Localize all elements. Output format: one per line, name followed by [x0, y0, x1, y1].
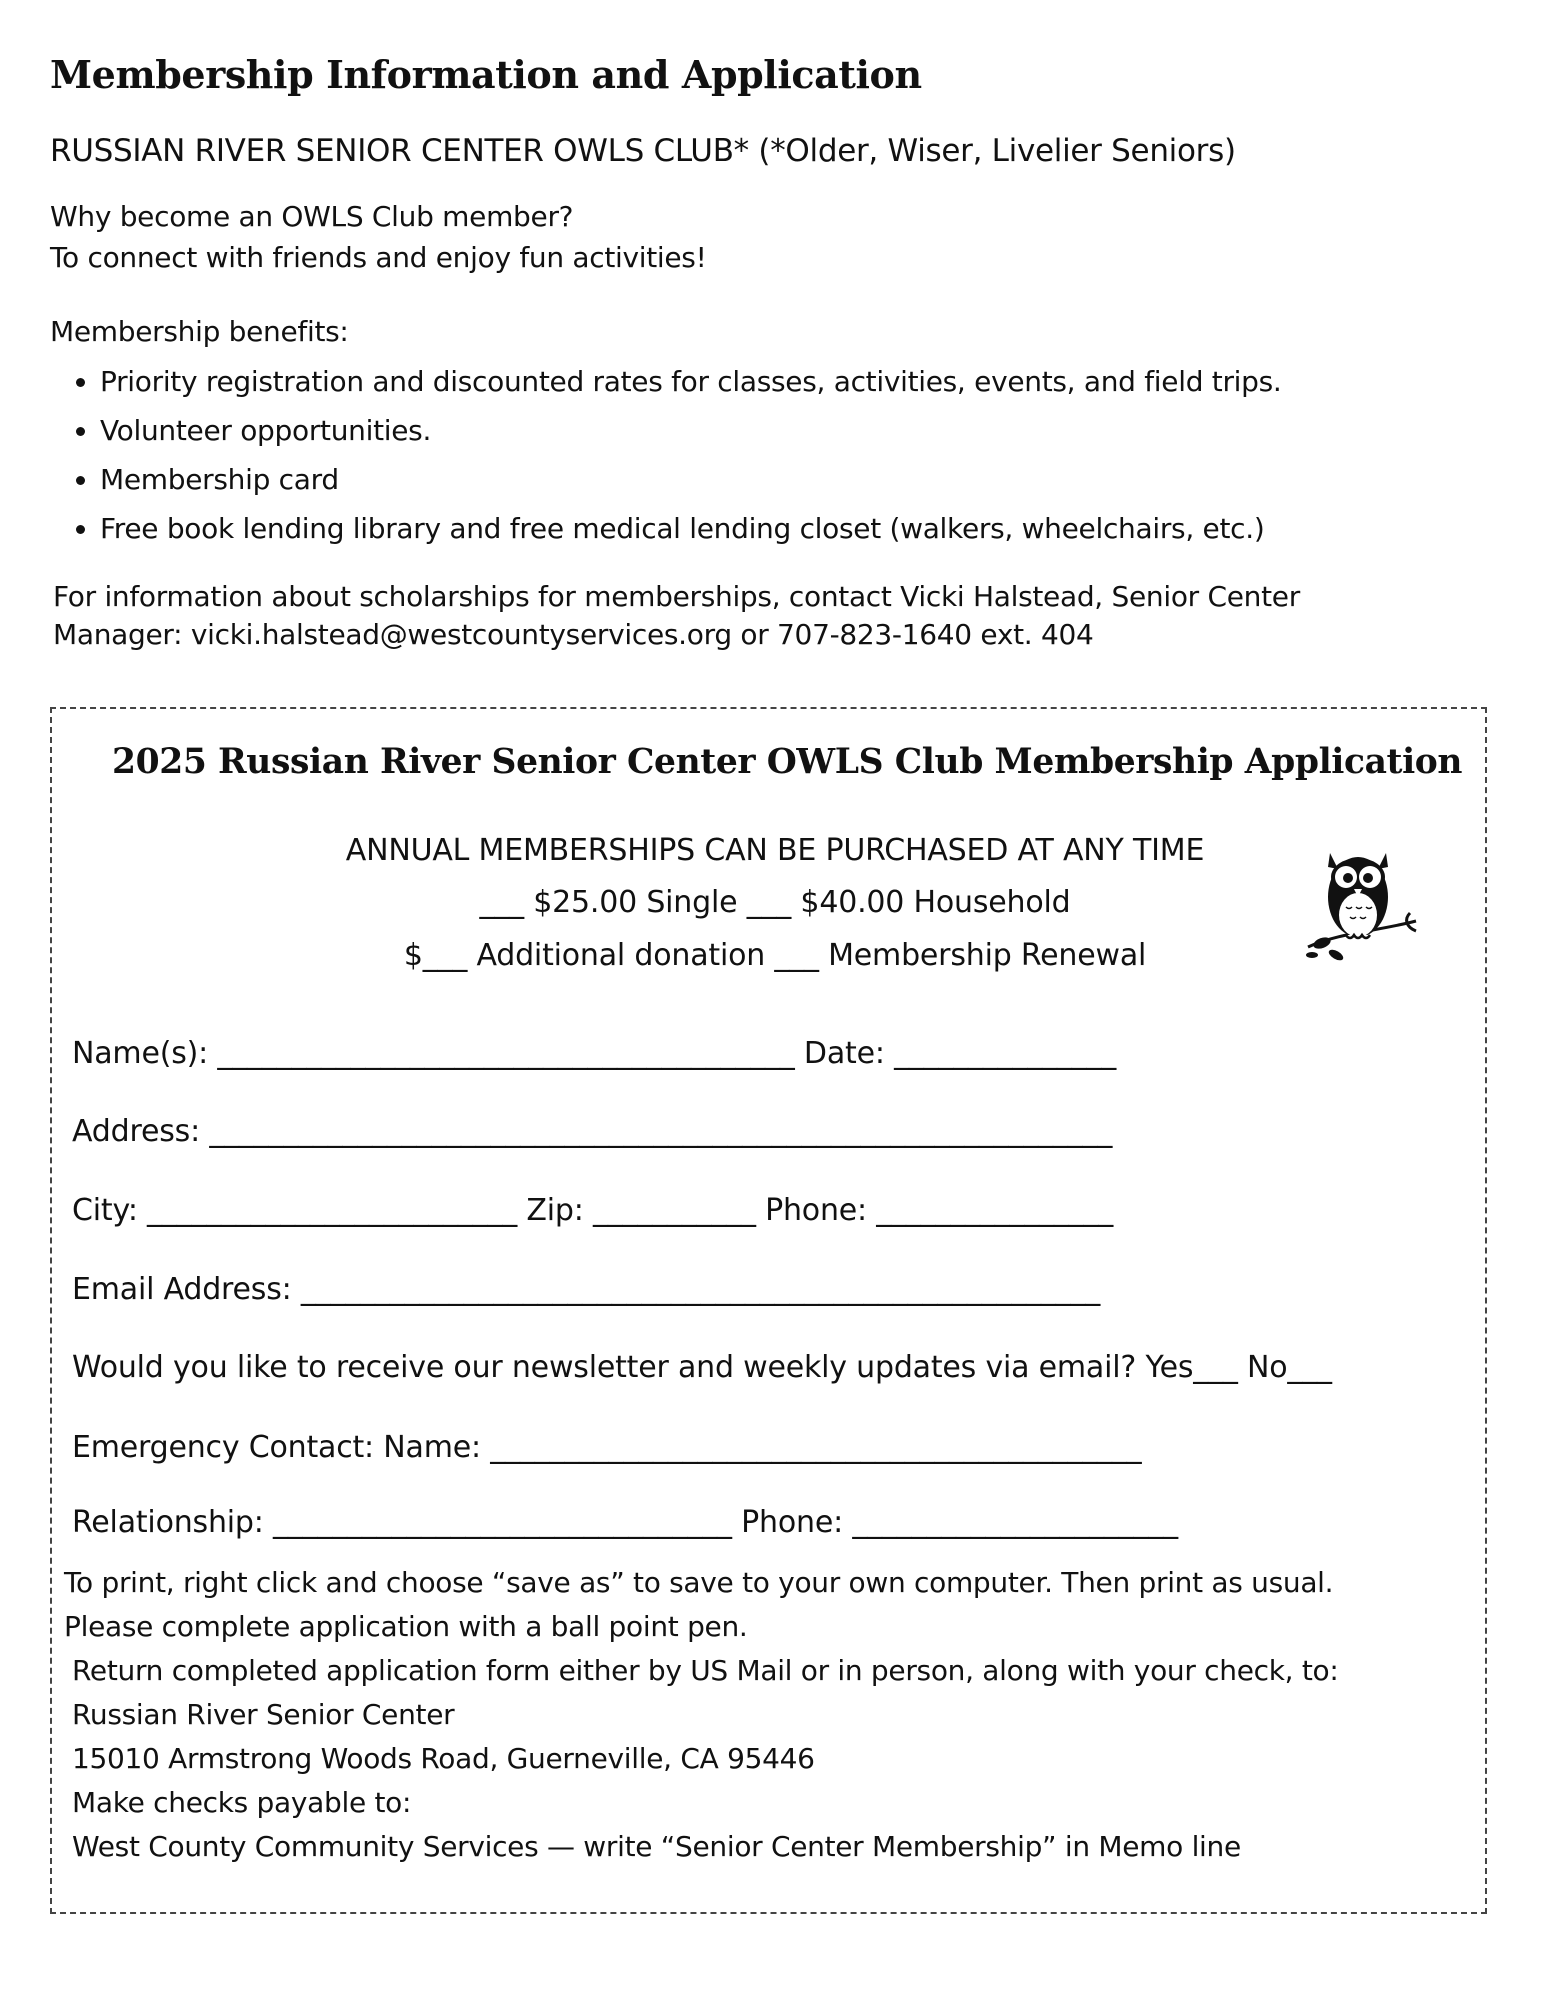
owl-on-branch-icon: [1298, 835, 1426, 970]
instruction-line: West County Community Services — write “Senior Center Membership” in Memo line: [72, 1830, 1241, 1863]
email-address-field[interactable]: Email Address: ______________________________________________________: [72, 1272, 1101, 1307]
instruction-line: To print, right click and choose “save as” to save to your own computer. Then print as usual.: [64, 1566, 1334, 1599]
page-title: Membership Information and Application: [50, 52, 922, 97]
benefit-item: • Volunteer opportunities.: [100, 411, 1545, 460]
instruction-line: Russian River Senior Center: [72, 1698, 455, 1731]
address-field[interactable]: Address: _____________________________________________________________: [72, 1114, 1113, 1149]
benefit-item: • Free book lending library and free medical lending closet (walkers, wheelchairs, etc.): [100, 509, 1545, 558]
club-subtitle: RUSSIAN RIVER SENIOR CENTER OWLS CLUB* (*Older, Wiser, Livelier Seniors): [50, 133, 1236, 169]
scholarship-info-line2: Manager: vicki.halstead@westcountyservices.org or 707-823-1640 ext. 404: [53, 618, 1094, 651]
intro-answer: To connect with friends and enjoy fun activities!: [50, 241, 707, 274]
city-zip-phone-field[interactable]: City: _________________________ Zip: ___________ Phone: ________________: [72, 1193, 1114, 1228]
instruction-line: 15010 Armstrong Woods Road, Guerneville, CA 95446: [72, 1742, 815, 1775]
instruction-line: Please complete application with a ball point pen.: [64, 1610, 748, 1643]
benefits-heading: Membership benefits:: [50, 315, 349, 348]
instruction-line: Make checks payable to:: [72, 1786, 412, 1819]
application-title: 2025 Russian River Senior Center OWLS Club Membership Application: [112, 742, 1463, 782]
annual-membership-note: ANNUAL MEMBERSHIPS CAN BE PURCHASED AT ANY TIME: [345, 833, 1205, 868]
scholarship-info-line1: For information about scholarships for memberships, contact Vicki Halstead, Senior Center: [53, 580, 1300, 613]
name-date-field[interactable]: Name(s): _______________________________________ Date: _______________: [72, 1036, 1117, 1071]
intro-question: Why become an OWLS Club member?: [50, 200, 574, 233]
benefits-list: [58, 362, 1545, 558]
newsletter-optin-field[interactable]: Would you like to receive our newsletter and weekly updates via email? Yes___ No___: [72, 1350, 1332, 1385]
membership-options: ___ $25.00 Single ___ $40.00 Household: [479, 885, 1071, 920]
benefit-item: • Priority registration and discounted rates for classes, activities, events, and field trips.: [100, 362, 1545, 411]
donation-renewal-options: $___ Additional donation ___ Membership Renewal: [403, 938, 1147, 973]
relationship-phone-field[interactable]: Relationship: _______________________________ Phone: ______________________: [72, 1505, 1178, 1540]
instruction-line: Return completed application form either by US Mail or in person, along with your check, to:: [72, 1654, 1339, 1687]
emergency-contact-field[interactable]: Emergency Contact: Name: ____________________________________________: [72, 1430, 1142, 1465]
benefit-item: • Membership card: [100, 460, 1545, 509]
